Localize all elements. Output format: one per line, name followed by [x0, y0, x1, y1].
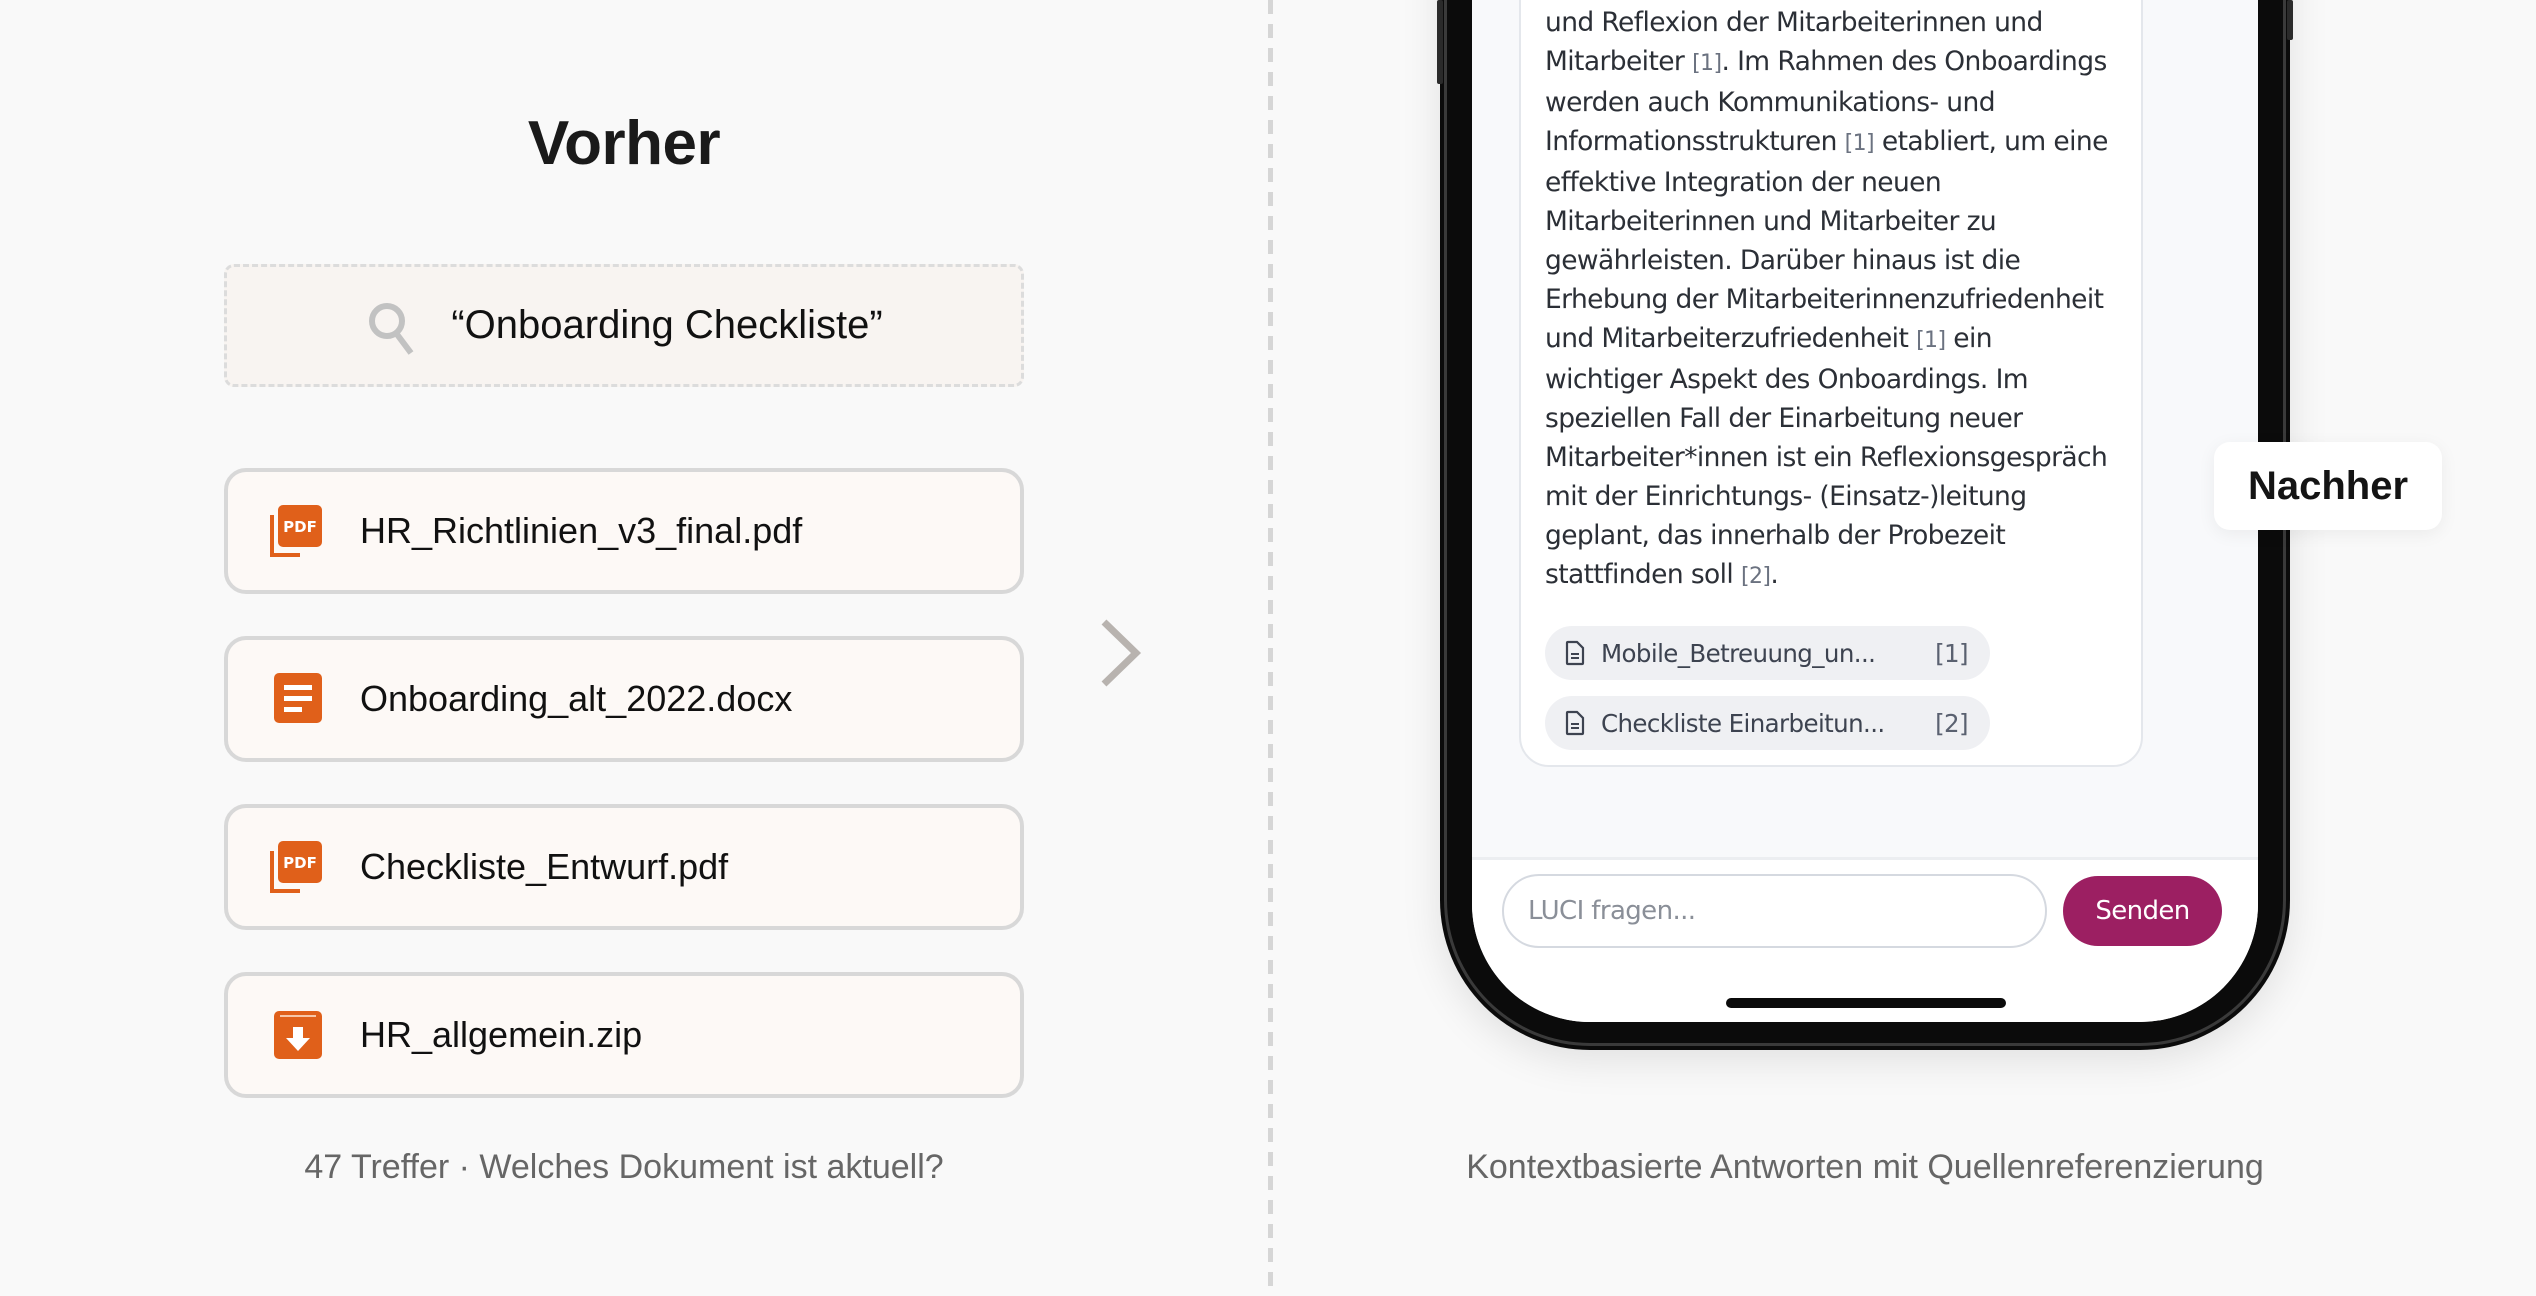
answer-line: speziellen Fall der Einarbeitung neuer — [1545, 403, 2023, 434]
document-icon — [268, 671, 324, 727]
phone-side-button — [2287, 0, 2293, 40]
answer-line: stattfinden soll [2]. — [1545, 559, 1779, 590]
answer-line: werden auch Kommunikations- und — [1545, 87, 1995, 118]
search-icon — [365, 300, 421, 356]
phone-screen — [1472, 0, 2258, 1022]
send-button[interactable]: Senden — [2063, 876, 2222, 946]
citation-ref[interactable]: [2] — [1741, 564, 1771, 589]
answer-line: wichtiger Aspekt des Onboardings. Im — [1545, 364, 2029, 395]
file-name: Checkliste_Entwurf.pdf — [360, 846, 729, 887]
search-box[interactable] — [224, 264, 1024, 387]
source-chip[interactable] — [1545, 696, 1990, 750]
chevron-right-icon — [1098, 618, 1146, 688]
file-card[interactable] — [224, 972, 1024, 1098]
document-icon — [1565, 710, 1585, 736]
home-indicator — [1726, 998, 2006, 1008]
file-card[interactable] — [224, 804, 1024, 930]
svg-text:PDF: PDF — [283, 854, 317, 872]
pdf-icon — [268, 503, 324, 559]
source-label: Mobile_Betreuung_un... — [1601, 638, 1876, 668]
after-caption: Kontextbasierte Antworten mit Quellenreferenzierung — [1466, 1148, 2264, 1186]
file-card[interactable] — [224, 636, 1024, 762]
source-ref: [2] — [1935, 708, 1968, 738]
citation-ref[interactable]: [1] — [1692, 51, 1722, 76]
answer-line: Mitarbeiter [1]. Im Rahmen des Onboardings — [1545, 46, 2107, 77]
answer-line: geplant, das innerhalb der Probezeit — [1545, 520, 2006, 551]
source-label: Checkliste Einarbeitun... — [1601, 708, 1885, 738]
pdf-icon — [268, 839, 324, 895]
file-name: HR_allgemein.zip — [360, 1014, 643, 1055]
chat-answer-bubble — [1519, 0, 2143, 767]
citation-ref[interactable]: [1] — [1844, 131, 1875, 156]
after-badge: Nachher — [2214, 442, 2442, 530]
answer-line: Mitarbeiterinnen und Mitarbeiter zu — [1545, 206, 1997, 237]
answer-line: und Reflexion der Mitarbeiterinnen und — [1545, 7, 2043, 38]
chat-input-bar — [1472, 857, 2258, 1022]
answer-line: mit der Einrichtungs- (Einsatz-)leitung — [1545, 481, 2027, 512]
answer-line: und Mitarbeiterzufriedenheit [1] ein — [1545, 323, 1992, 354]
before-title: Vorher — [527, 109, 721, 178]
answer-line: gewährleisten. Darüber hinaus ist die — [1545, 245, 2021, 276]
answer-line: effektive Integration der neuen — [1545, 167, 1942, 198]
file-name: Onboarding_alt_2022.docx — [360, 678, 793, 719]
answer-line: Informationsstrukturen [1] etabliert, um eine — [1545, 126, 2108, 157]
archive-icon — [268, 1007, 324, 1063]
search-query: “Onboarding Checkliste” — [451, 303, 883, 347]
answer-text — [1545, 0, 2125, 596]
source-chip[interactable] — [1545, 626, 1990, 680]
section-divider — [1268, 0, 1273, 1296]
file-name: HR_Richtlinien_v3_final.pdf — [360, 510, 803, 551]
citation-ref[interactable]: [1] — [1916, 328, 1946, 353]
svg-text:PDF: PDF — [283, 518, 317, 536]
file-card[interactable] — [224, 468, 1024, 594]
phone-side-button — [1437, 0, 1443, 84]
answer-line: Mitarbeiter*innen ist ein Reflexionsgespräch — [1545, 442, 2108, 473]
chat-input[interactable] — [1502, 874, 2047, 948]
document-icon — [1565, 640, 1585, 666]
answer-line: Erhebung der Mitarbeiterinnenzufriedenheit — [1545, 284, 2104, 315]
before-caption: 47 Treffer · Welches Dokument ist aktuell? — [304, 1148, 944, 1186]
source-ref: [1] — [1935, 638, 1968, 668]
